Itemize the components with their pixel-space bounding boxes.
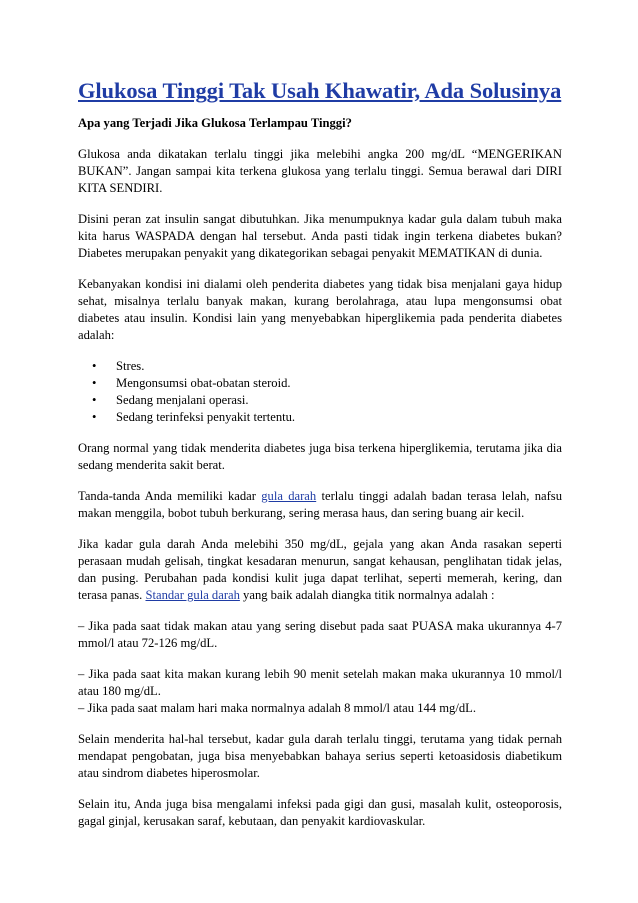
paragraph-5: Tanda-tanda Anda memiliki kadar gula darah terlalu tinggi adalah badan terasa lelah, nafsu makan menggila, bobot tubuh berkurang, sering merasa haus, dan sering buang air kecil. [78,489,562,520]
paragraph-infections: Selain itu, Anda juga bisa mengalami infeksi pada gigi dan gusi, masalah kulit, osteoporosis, gagal ginjal, kerusakan saraf, kebutaan, dan penyakit kardiovaskular. [78,797,562,828]
article-title[interactable]: Glukosa Tinggi Tak Usah Khawatir, Ada Solusinya [78,78,562,103]
paragraph-fasting: – Jika pada saat tidak makan atau yang sering disebut pada saat PUASA maka ukurannya 4-7 mmol/l atau 72-126 mg/dL. [78,619,562,650]
list-item: • Sedang terinfeksi penyakit tertentu. [92,410,296,424]
paragraph-after-meal: – Jika pada saat kita makan kurang lebih 90 menit setelah makan maka ukurannya 10 mmol/l atau 180 mg/dL. [78,667,562,698]
list-item: • Sedang menjalani operasi. [92,393,249,407]
paragraph-4: Orang normal yang tidak menderita diabetes juga bisa terkena hiperglikemia, terutama jika dia sedang menderita sakit berat. [78,441,562,472]
list-item: • Mengonsumsi obat-obatan steroid. [92,376,291,390]
gula-darah-link[interactable]: gula darah [261,489,317,503]
paragraph-night: – Jika pada saat malam hari maka normalnya adalah 8 mmol/l atau 144 mg/dL. [78,701,476,715]
paragraph-complications: Selain menderita hal-hal tersebut, kadar gula darah terlalu tinggi, terutama yang tidak pernah mendapat pengobatan, juga bisa menyebabkan bahaya serius seperti ketoasidosis diabetikum atau sindrom diabetes hiperosmolar. [78,732,562,780]
bullet-icon: • [92,410,97,424]
paragraph-3: Kebanyakan kondisi ini dialami oleh penderita diabetes yang tidak bisa menjalani gaya hidup sehat, misalnya terlalu banyak makan, kurang berolahraga, atau lupa mengonsumsi obat diabetes atau insulin. Kondisi lain yang menyebabkan hiperglikemia pada penderita diabetes adalah: [78,277,562,342]
standar-gula-darah-link[interactable]: Standar gula darah [145,588,240,602]
paragraph-6: Jika kadar gula darah Anda melebihi 350 mg/dL, gejala yang akan Anda rasakan seperti perasaan mudah gelisah, tingkat kesadaran menurun, sangat kehausan, penglihatan tidak jelas, dan pusing. Perubahan pada kondisi kulit juga dapat terlihat, seperti memerah, kering, dan terasa panas. Standar gula darah yang baik adalah diangka titik normalnya adalah : [78,537,562,602]
section-subheading: Apa yang Terjadi Jika Glukosa Terlampau Tinggi? [78,116,352,130]
bullet-icon: • [92,393,97,407]
cause-list [78,358,562,426]
paragraph-2: Disini peran zat insulin sangat dibutuhkan. Jika menumpuknya kadar gula dalam tubuh maka kita harus WASPADA dengan hal tersebut. Anda pasti tidak ingin terkena diabetes bukan? Diabetes merupakan penyakit yang dikategorikan sebagai penyakit MEMATIKAN di dunia. [78,212,562,260]
bullet-icon: • [92,359,97,373]
paragraph-1: Glukosa anda dikatakan terlalu tinggi jika melebihi angka 200 mg/dL “MENGERIKAN BUKAN”. Jangan sampai kita terkena glukosa yang terlalu tinggi. Semua berawal dari DIRI KITA SENDIRI. [78,147,562,195]
article-body [78,78,562,844]
list-item: • Stres. [92,359,145,373]
bullet-icon: • [92,376,97,390]
